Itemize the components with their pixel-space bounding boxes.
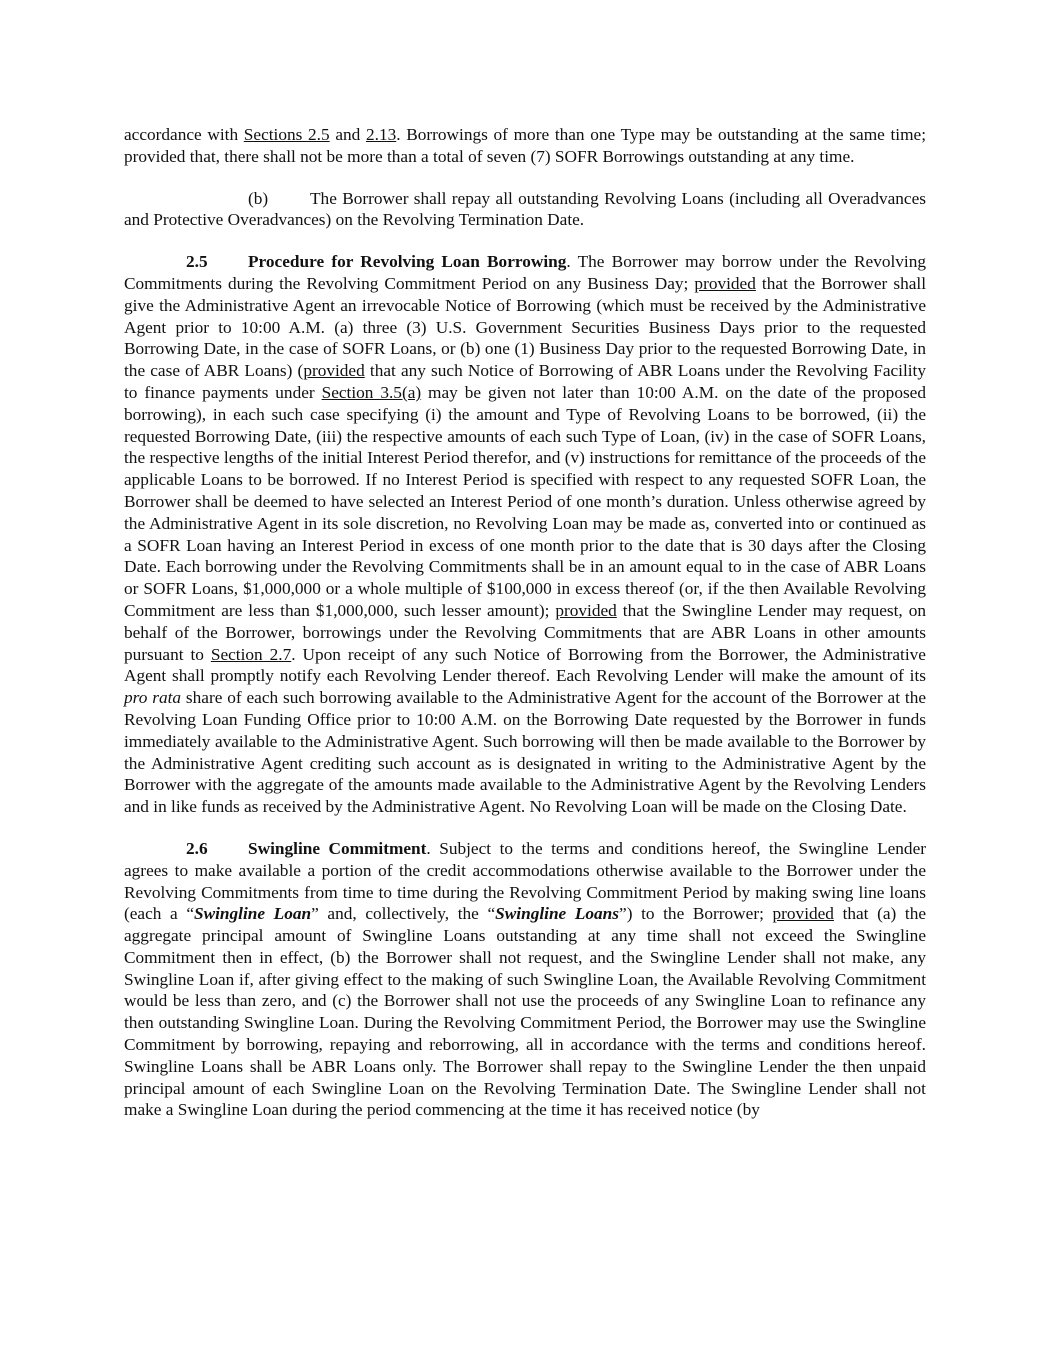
section-number: 2.5 <box>186 252 208 272</box>
section-reference: 2.13 <box>365 125 397 144</box>
section-title: Procedure for Revolving Loan Borrowing <box>248 252 567 272</box>
text-run: . Subject to the terms and conditions hereof, the Swingline Lender agrees to make available a portion of the credit accommodations otherwise available to the Borrower under the Revolving Commitments from time to time during the Revolving Commitment Period by making swing line loans (each a “ <box>124 838 926 924</box>
text-run: . The Borrower may borrow under the Revolving Commitments during the Revolving Commitment Period on any Business Day; <box>124 252 926 293</box>
text-run: that any such Notice of Borrowing of ABR Loans under the Revolving Facility to finance payments under <box>124 361 927 402</box>
text-run: ”) to the Borrower; <box>619 904 773 924</box>
section-reference: Sections 2.5 <box>243 125 330 144</box>
text-run: . Borrowings of more than one Type may be outstanding at the same time; provided that, there shall not be more than a total of seven (7) SOFR Borrowings outstanding at any time. <box>124 125 927 166</box>
text-run: accordance with <box>124 125 244 144</box>
text-run: that (a) the aggregate principal amount of Swingline Loans outstanding at any time shall not exceed the Swingline Commitment then in effect, (b) the Borrower shall not request, and the Swingline Lender shall not make, any Swingline Loan if, after giving effect to the making of such Swingline Loan, the Available Revolving Commitment would be less than zero, and (c) the Borrower shall not use the proceeds of any Swingline Loan to refinance any then outstanding Swingline Loan. During the Revolving Commitment Period, the Borrower may use the Swingline Commitment by borrowing, repaying and reborrowing, all in accordance with the terms and conditions hereof. Swingline Loans shall be ABR Loans only. The Borrower shall repay to the Swingline Lender the then unpaid principal amount of each Swingline Loan on the Revolving Termination Date. The Swingline Lender shall not make a Swingline Loan during the period commencing at the time it has received notice (by <box>124 904 927 1120</box>
defined-term: Swingline Loan <box>193 904 312 924</box>
section-reference: Section 2.7 <box>210 644 292 664</box>
document-page <box>124 124 926 1121</box>
text-run: share of each such borrowing available to the Administrative Agent for the account of the Borrower at the Revolving Loan Funding Office prior to 10:00 A.M. on the Borrowing Date requested by the Borrower in funds immediately available to the Administrative Agent. Such borrowing will then be made available to the Borrower by the Administrative Agent crediting such account as is designated in writing to the Administrative Agent by the Borrower with the aggregate of the amounts made available to the Administrative Agent by the Revolving Lenders and in like funds as received by the Administrative Agent. No Revolving Loan will be made on the Closing Date. <box>124 688 927 817</box>
section-number: 2.6 <box>186 838 208 858</box>
italic-term: pro rata <box>124 688 182 708</box>
section-2-5 <box>124 251 926 818</box>
underlined-term: provided <box>555 600 617 620</box>
underlined-term: provided <box>303 361 365 381</box>
paragraph-continuation <box>124 124 926 168</box>
text-run: that the Borrower shall give the Administrative Agent an irrevocable Notice of Borrowing (which must be received by the Administrative Agent prior to 10:00 A.M. (a) three (3) U.S. Government Securities Business Days prior to the requested Borrowing Date, in the case of SOFR Loans, or (b) one (1) Business Day prior to the requested Borrowing Date, in the case of ABR Loans) ( <box>124 273 927 381</box>
text-run: . Upon receipt of any such Notice of Borrowing from the Borrower, the Administrative Agent shall promptly notify each Revolving Lender thereof. Each Revolving Lender will make the amount of its <box>124 644 926 686</box>
underlined-term: provided <box>772 904 834 924</box>
text-run: The Borrower shall repay all outstanding Revolving Loans (including all Overadvances and Protective Overadvances) on the Revolving Termination Date. <box>124 188 926 230</box>
text-run: ” and, collectively, the “ <box>311 904 496 924</box>
subsection-number: (b) <box>248 188 269 208</box>
text-run: and <box>329 125 366 144</box>
section-reference: Section 3.5(a) <box>321 382 422 402</box>
section-title: Swingline Commitment <box>248 838 427 858</box>
defined-term: Swingline Loans <box>495 904 620 924</box>
text-run: that the Swingline Lender may request, on behalf of the Borrower, borrowings under the Revolving Commitments that are ABR Loans in other amounts pursuant to <box>124 600 926 664</box>
underlined-term: provided <box>694 273 756 293</box>
section-2-6 <box>124 838 926 1121</box>
paragraph-2-4-b <box>124 188 926 232</box>
text-run: may be given not later than 10:00 A.M. on the date of the proposed borrowing), in each such case specifying (i) the amount and Type of Revolving Loans to be borrowed, (ii) the requested Borrowing Date, (iii) the respective amounts of each such Type of Loan, (iv) in the case of SOFR Loans, the respective lengths of the initial Interest Period therefor, and (v) instructions for remittance of the proceeds of the applicable Loans to be borrowed. If no Interest Period is specified with respect to any requested SOFR Loan, the Borrower shall be deemed to have selected an Interest Period of one month’s duration. Unless otherwise agreed by the Administrative Agent in its sole discretion, no Revolving Loan may be made as, converted into or continued as a SOFR Loan having an Interest Period in excess of one month prior to the date that is 30 days after the Closing Date. Each borrowing under the Revolving Commitments shall be in an amount equal to in the case of ABR Loans or SOFR Loans, $1,000,000 or a whole multiple of $100,000 in excess thereof (or, if the then Available Revolving Commitment are less than $1,000,000, such lesser amount); <box>124 382 926 620</box>
